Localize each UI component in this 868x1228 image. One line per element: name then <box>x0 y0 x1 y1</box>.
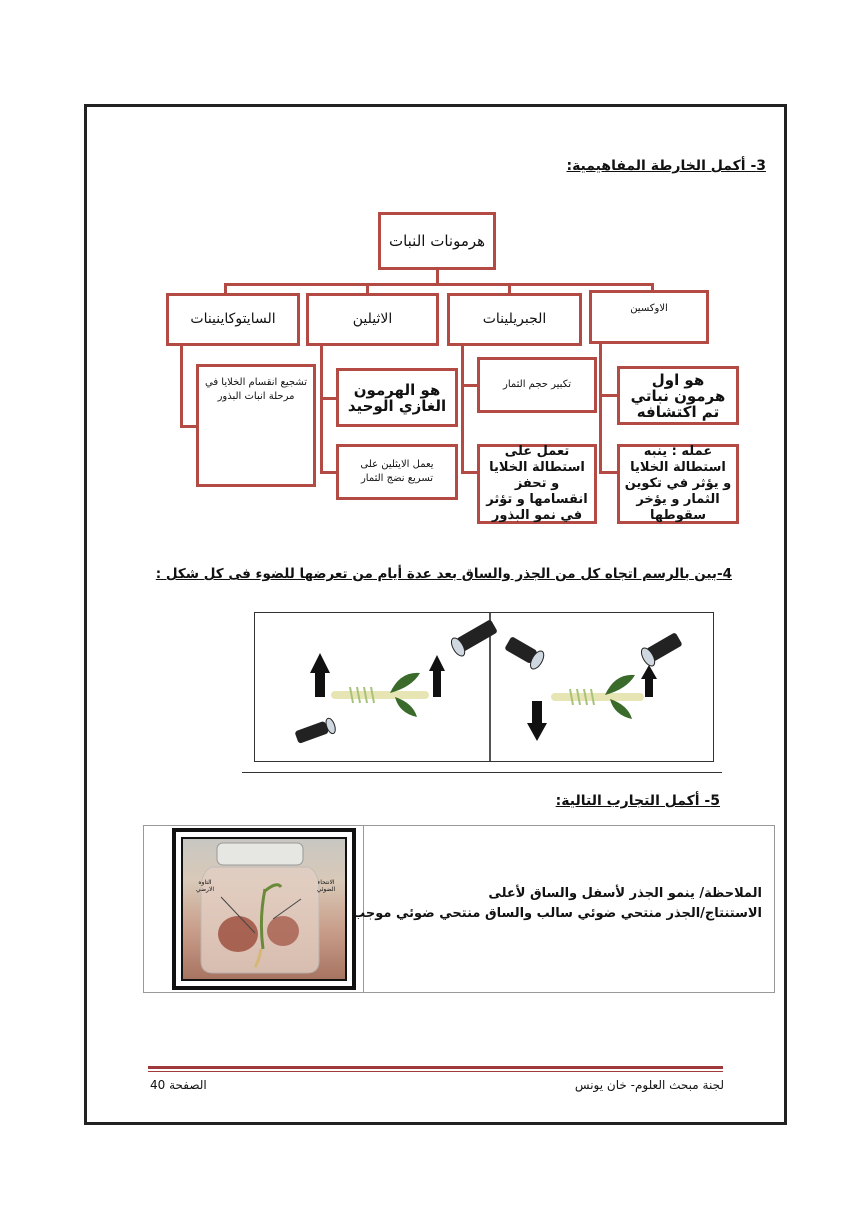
ethylene-desc-2: يعمل الايثلين على تسريع نضج الثمار <box>336 444 458 500</box>
map-header-auxins: الاوكسين <box>589 290 709 344</box>
up-arrow-icon <box>310 653 445 697</box>
photo-label-left: التاوه الارضي <box>195 879 215 893</box>
photo-label-right: الانتحاء الضوئي <box>316 879 336 893</box>
up-arrow-icon <box>641 665 657 697</box>
observation-text: الملاحظة/ ينمو الجذر لأسفل والساق لأعلى <box>488 886 762 901</box>
jar-illustration <box>183 839 345 979</box>
auxins-desc-2: عمله : ينبه استطالة الخلايا و يؤثر في تكوين الثمار و يؤخر سقوطها <box>617 444 739 524</box>
phototropism-drawing <box>255 613 713 761</box>
divider <box>242 772 722 773</box>
map-root: هرمونات النبات <box>378 212 496 270</box>
question-3-title: 3- أكمل الخارطة المفاهيمية: <box>566 158 766 174</box>
gibberellins-desc-2: تعمل على استطالة الخلايا و تحفز انقسامها و تؤثر في نمو البذور <box>477 444 597 524</box>
footer-rule <box>148 1066 723 1069</box>
seedling-icon <box>555 675 640 719</box>
conclusion-text: الاستنتاج/الجذر منتحي ضوئي سالب والساق منتحي ضوئي موجب <box>352 906 762 921</box>
footer-rule-thin <box>148 1071 723 1072</box>
cytokinins-desc: تشجيع انقسام الخلايا في مرحلة انبات البذور <box>196 364 316 487</box>
phototropism-figure <box>254 612 714 762</box>
flashlight-icon <box>503 630 685 671</box>
page-number: الصفحة 40 <box>150 1078 207 1092</box>
footer-org: لجنة مبحث العلوم- خان يونس <box>574 1078 724 1092</box>
experiment-table <box>143 825 775 993</box>
gibberellins-desc-1: تكبير حجم الثمار <box>477 357 597 413</box>
experiment-photo <box>172 828 356 990</box>
seedling-icon <box>335 673 425 717</box>
map-header-ethylene: الاثيلين <box>306 293 439 346</box>
down-arrow-icon <box>527 701 547 741</box>
question-4-title: 4-بين بالرسم اتجاه كل من الجذر والساق بعد عدة أيام من تعرضها للضوء فى كل شكل : <box>155 566 732 582</box>
map-header-gibberellins: الجبريلينات <box>447 293 582 346</box>
question-5-title: 5- أكمل التجارب التالية: <box>555 793 720 809</box>
auxins-desc-1: هو اول هرمون نباتي تم اكتشافه <box>617 366 739 425</box>
ethylene-desc-1: هو الهرمون الغازي الوحيد <box>336 368 458 427</box>
map-header-cytokinins: السايتوكاينينات <box>166 293 300 346</box>
